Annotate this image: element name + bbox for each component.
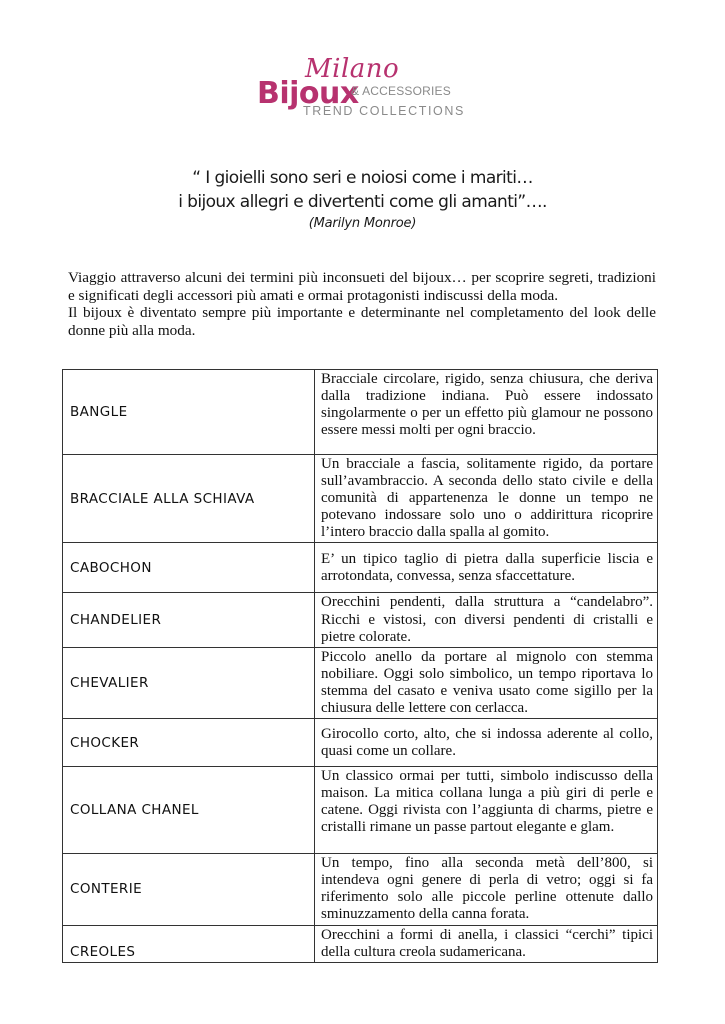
table-row bbox=[63, 854, 658, 925]
glossary-definition: Orecchini a formi di anella, i classici “cerchi” tipici della cultura creola sudamericana. bbox=[315, 925, 658, 962]
glossary-term: CABOCHON bbox=[63, 543, 315, 593]
glossary-definition: Un tempo, fino alla seconda metà dell’800, si intendeva ogni genere di perla di vetro; oggi si fa riferimento solo alle piccole perline ottenute dallo sminuzzamento della canna forata. bbox=[315, 854, 658, 925]
quote-author: (Marilyn Monroe) bbox=[308, 216, 417, 231]
logo-accessories-text: & ACCESSORIES bbox=[351, 84, 451, 98]
logo-script-text: Milano bbox=[305, 54, 400, 84]
table-row bbox=[63, 593, 658, 647]
brand-logo bbox=[257, 54, 467, 124]
table-row bbox=[63, 925, 658, 962]
glossary-definition: Piccolo anello da portare al mignolo con stemma nobiliare. Oggi solo simbolico, un tempo riportava lo stemma del casato e veniva usato come sigillo per la chiusura delle lettere con cerlacca. bbox=[315, 647, 658, 718]
glossary-definition: Un bracciale a fascia, solitamente rigido, da portare sull’avambraccio. A seconda dello stato civile e della comunità di appartenenza le donne un tempo ne potevano indossare solo uno o addirittura ricoprire l’intero braccio dalla spalla al gomito. bbox=[315, 455, 658, 543]
glossary-term: CONTERIE bbox=[63, 854, 315, 925]
table-row bbox=[63, 543, 658, 593]
glossary-term: CHANDELIER bbox=[63, 593, 315, 647]
intro-paragraph-2: Il bijoux è diventato sempre più importante e determinante nel completamento del look delle donne più alla moda. bbox=[68, 304, 656, 339]
intro-paragraph-1: Viaggio attraverso alcuni dei termini più inconsueti del bijoux… per scoprire segreti, tradizioni e significati degli accessori più amati e ormai protagonisti indiscussi della moda. bbox=[68, 269, 656, 304]
glossary-term: COLLANA CHANEL bbox=[63, 767, 315, 854]
quote-line-2: i bijoux allegri e divertenti come gli amanti”…. bbox=[178, 192, 547, 212]
glossary-definition: Orecchini pendenti, dalla struttura a “candelabro”. Ricchi e vistosi, con diversi pendenti di cristalli e pietre colorate. bbox=[315, 593, 658, 647]
glossary-definition: Un classico ormai per tutti, simbolo indiscusso della maison. La mitica collana lunga a più giri di perle e catene. Oggi rivista con l’aggiunta di charms, pietre e cristalli rimane un passe partout elegante e glam. bbox=[315, 767, 658, 854]
glossary-definition: Bracciale circolare, rigido, senza chiusura, che deriva dalla tradizione indiana. Può essere indossato singolarmente o per un effetto più glamour ne possono essere messi molti per ogni braccio. bbox=[315, 370, 658, 455]
table-row bbox=[63, 767, 658, 854]
glossary-term: BANGLE bbox=[63, 370, 315, 455]
glossary-term: BRACCIALE ALLA SCHIAVA bbox=[63, 455, 315, 543]
table-row bbox=[63, 370, 658, 455]
logo-trend-text: TREND COLLECTIONS bbox=[303, 104, 465, 118]
table-row bbox=[63, 647, 658, 718]
quote-line-1: “ I gioielli sono seri e noiosi come i mariti… bbox=[192, 168, 533, 188]
table-row bbox=[63, 455, 658, 543]
table-row bbox=[63, 719, 658, 767]
glossary-definition: E’ un tipico taglio di pietra dalla superficie liscia e arrotondata, convessa, senza sfaccettature. bbox=[315, 543, 658, 593]
intro-text bbox=[68, 269, 656, 339]
glossary-table bbox=[62, 369, 658, 963]
logo-main-text: Bijoux bbox=[257, 76, 359, 111]
glossary-term: CHOCKER bbox=[63, 719, 315, 767]
glossary-term: CHEVALIER bbox=[63, 647, 315, 718]
glossary-term: CREOLES bbox=[63, 925, 315, 962]
glossary-definition: Girocollo corto, alto, che si indossa aderente al collo, quasi come un collare. bbox=[315, 719, 658, 767]
